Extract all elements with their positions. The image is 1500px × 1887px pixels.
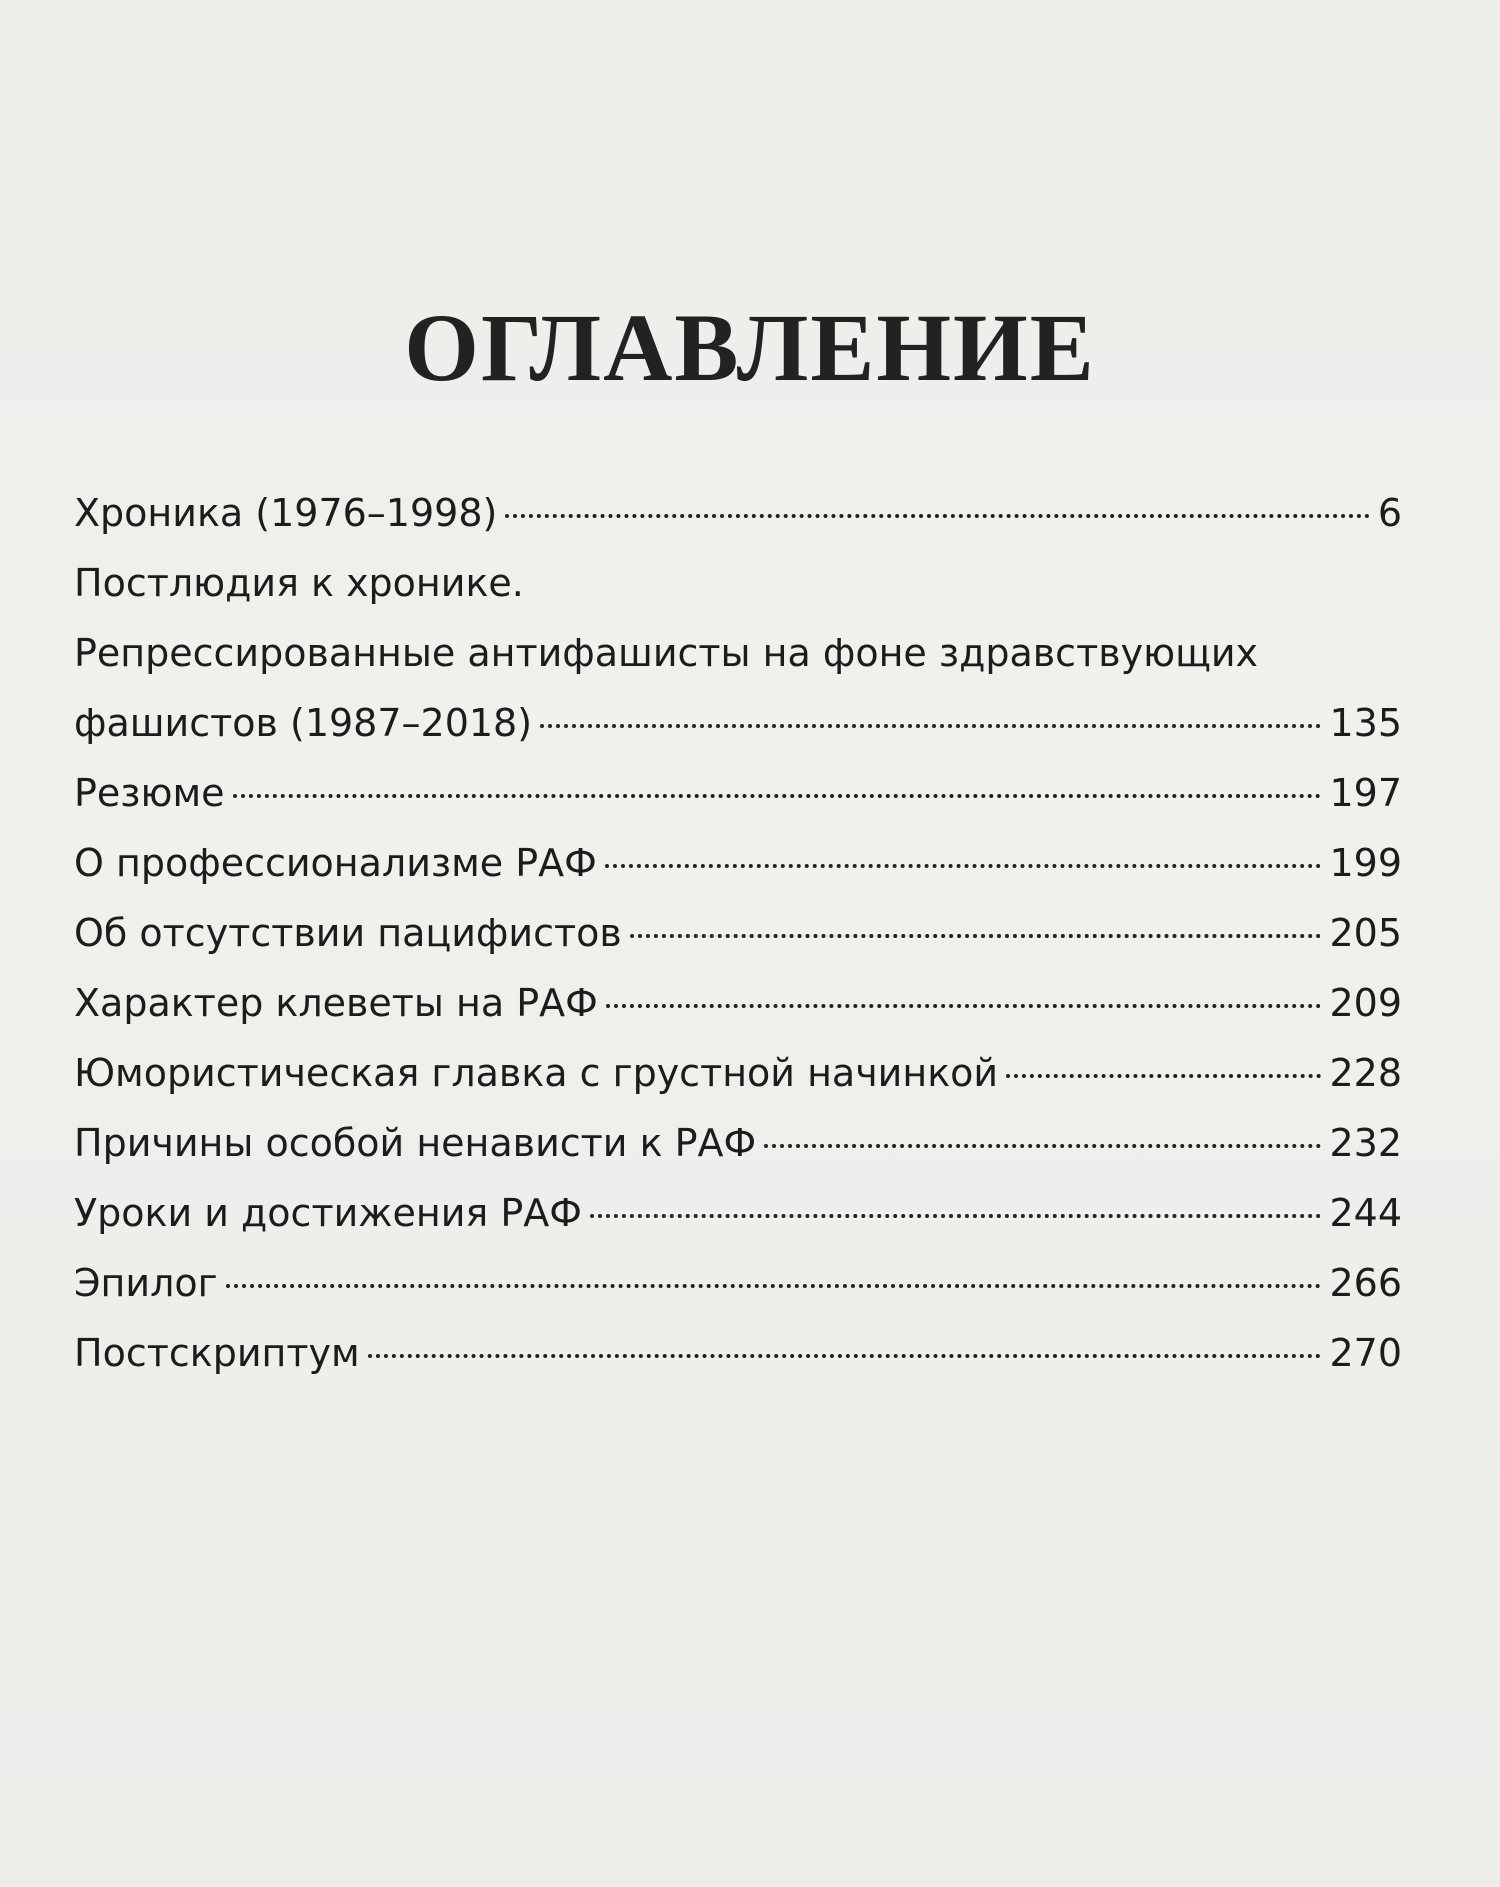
table-of-contents [74, 478, 1402, 1388]
toc-entry-title: Резюме [74, 771, 225, 815]
toc-page-number: 6 [1377, 491, 1402, 535]
dot-leader [505, 514, 1369, 518]
toc-page-number: 228 [1329, 1051, 1402, 1095]
toc-entry-title: Об отсутствии пацифистов [74, 911, 622, 955]
toc-entry-title: Уроки и достижения РАФ [74, 1191, 582, 1235]
page-title: ОГЛАВЛЕНИЕ [404, 294, 1096, 401]
toc-entry[interactable] [74, 1038, 1402, 1108]
dot-leader [605, 864, 1322, 868]
toc-page-number: 266 [1329, 1261, 1402, 1305]
toc-entry[interactable] [74, 828, 1402, 898]
toc-entry[interactable] [74, 1248, 1402, 1318]
dot-leader [1006, 1074, 1321, 1078]
toc-entry-postlude-line-1[interactable]: Постлюдия к хронике. [74, 561, 524, 605]
toc-entry-title: Хроника (1976–1998) [74, 491, 498, 535]
toc-entry[interactable] [74, 758, 1402, 828]
toc-entry-title: О профессионализме РАФ [74, 841, 597, 885]
dot-leader [764, 1144, 1321, 1148]
toc-entry[interactable] [74, 968, 1402, 1038]
toc-entry-title: Причины особой ненависти к РАФ [74, 1121, 757, 1165]
dot-leader [630, 934, 1322, 938]
dot-leader [226, 1284, 1322, 1288]
toc-page-number: 232 [1329, 1121, 1402, 1165]
toc-entry[interactable] [74, 1178, 1402, 1248]
toc-entry[interactable] [74, 898, 1402, 968]
dot-leader [233, 794, 1322, 798]
toc-page-number: 244 [1329, 1191, 1402, 1235]
toc-entry-title: Эпилог [74, 1261, 218, 1305]
toc-page-number: 135 [1329, 701, 1402, 745]
toc-page-number: 205 [1329, 911, 1402, 955]
dot-leader [606, 1004, 1322, 1008]
toc-entry-title: Характер клеветы на РАФ [74, 981, 598, 1025]
toc-entry-chronicle[interactable] [74, 478, 1402, 548]
toc-page-number: 270 [1329, 1331, 1402, 1375]
toc-entry-title: фашистов (1987–2018) [74, 701, 533, 745]
dot-leader [590, 1214, 1321, 1218]
toc-entry[interactable] [74, 1318, 1402, 1388]
toc-entry-postlude-line-2[interactable]: Репрессированные антифашисты на фоне здравствующих [74, 631, 1259, 675]
toc-entry-postlude[interactable] [74, 688, 1402, 758]
dot-leader [540, 724, 1321, 728]
toc-page-number: 197 [1329, 771, 1402, 815]
toc-entry-title: Юмористическая главка с грустной начинкой [74, 1051, 999, 1095]
toc-page-number: 199 [1329, 841, 1402, 885]
toc-page-number: 209 [1329, 981, 1402, 1025]
toc-entry-title: Постскриптум [74, 1331, 360, 1375]
dot-leader [368, 1354, 1322, 1358]
toc-entry[interactable] [74, 1108, 1402, 1178]
